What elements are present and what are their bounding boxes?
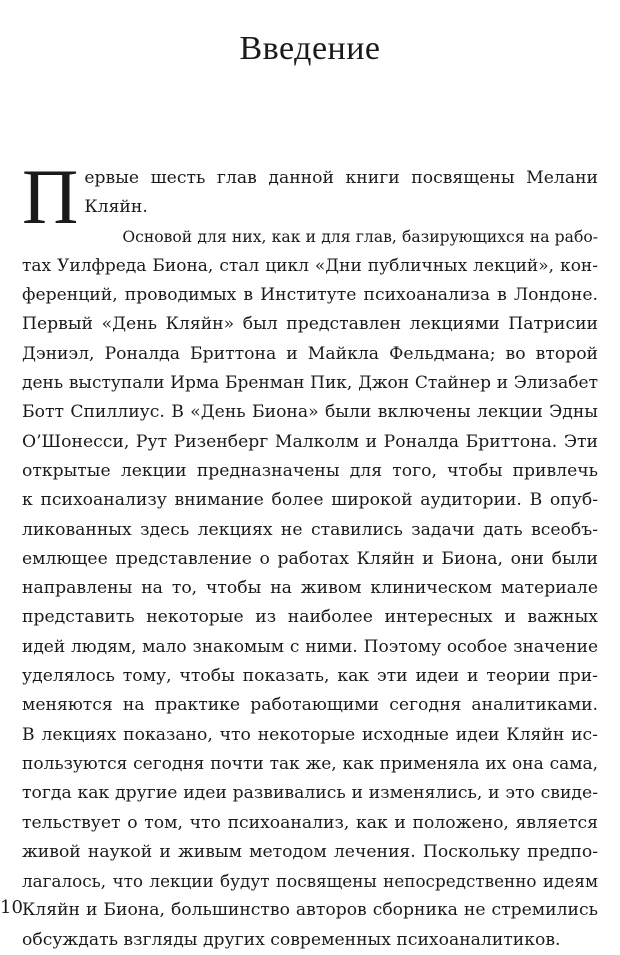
text-line: день выступали Ирма Бренман Пик, Джон Стайнер и Элизабет — [22, 373, 598, 394]
text-line: Основой для них, как и для глав, базирующихся на рабо- — [122, 227, 598, 246]
chapter-title: Введение — [239, 30, 381, 67]
text-line: открытые лекции предназначены для того, чтобы привлечь — [22, 460, 598, 481]
text-line: уделялось тому, чтобы показать, как эти идеи и теории при- — [22, 666, 598, 687]
text-line: тах Уилфреда Биона, стал цикл «Дни публичных лекций», кон- — [22, 255, 598, 276]
text-line: емлющее представление о работах Кляйн и Биона, они были — [22, 548, 598, 569]
text-line: Кляйн. — [84, 197, 148, 218]
text-line: направлены на то, чтобы на живом клиническом материале — [22, 578, 598, 599]
text-line: обсуждать взгляды других современных психоаналитиков. — [22, 929, 561, 950]
text-line: представить некоторые из наиболее интересных и важных — [22, 607, 598, 628]
text-line: меняются на практике работающими сегодня аналитиками. — [22, 695, 598, 716]
paragraph-2 — [22, 223, 598, 955]
drop-cap: П — [22, 153, 79, 240]
text-line: Дэниэл, Роналда Бриттона и Майкла Фельдмана; во второй — [22, 343, 598, 364]
text-line: пользуются сегодня почти так же, как применяла их она сама, — [22, 753, 598, 774]
chapter-body — [22, 153, 598, 955]
text-line: Ботт Спиллиус. В «День Биона» были включены лекции Эдны — [22, 402, 598, 423]
text-line: лагалось, что лекции будут посвящены непосредственно идеям — [22, 871, 598, 892]
text-line: живой наукой и живым методом лечения. Поскольку предпо- — [22, 841, 598, 862]
text-line: к психоанализу внимание более широкой аудитории. В опуб- — [22, 490, 598, 511]
text-line: О’Шонесси, Рут Ризенберг Малколм и Роналда Бриттона. Эти — [22, 431, 598, 452]
text-line: Первый «День Кляйн» был представлен лекциями Патрисии — [22, 314, 598, 335]
text-line: Кляйн и Биона, большинство авторов сборника не стремились — [22, 900, 598, 921]
text-line: ервые шесть глав данной книги посвящены Мелани — [84, 168, 598, 188]
text-line: тельствует о том, что психоанализ, как и положено, является — [22, 812, 598, 833]
text-line: идей людям, мало знакомым с ними. Поэтому особое значение — [22, 636, 598, 657]
text-line: В лекциях показано, что некоторые исходные идеи Кляйн ис- — [22, 724, 598, 745]
page-number: 10 — [0, 897, 23, 918]
text-line: ликованных здесь лекциях не ставились задачи дать всеобъ- — [22, 519, 598, 540]
text-line: ференций, проводимых в Институте психоанализа в Лондоне. — [22, 285, 598, 306]
text-line: тогда как другие идеи развивались и изменялись, и это свиде- — [22, 783, 598, 804]
